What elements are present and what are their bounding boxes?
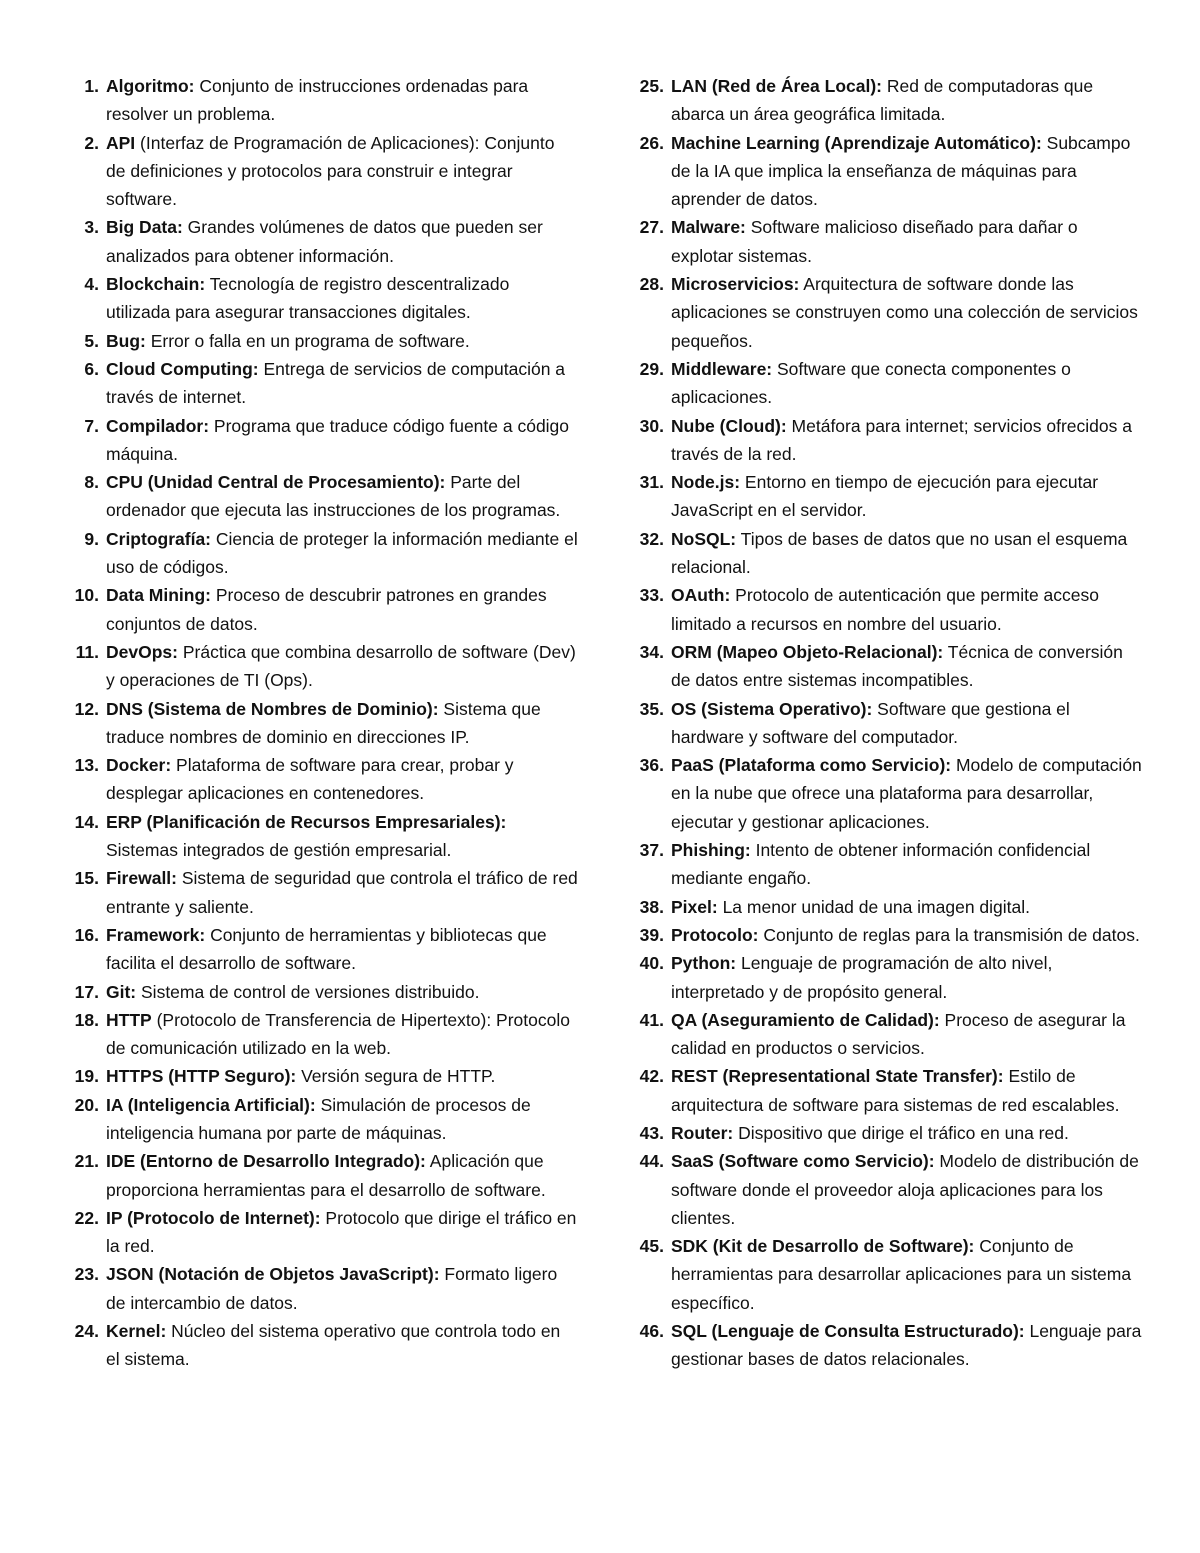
entry-term: HTTP (106, 1009, 152, 1030)
glossary-entry (66, 808, 578, 865)
entry-term: QA (Aseguramiento de Calidad): (671, 1009, 940, 1030)
glossary-entry (66, 525, 578, 582)
glossary-entry (66, 468, 578, 525)
entry-term: NoSQL: (671, 528, 737, 549)
entry-term: Data Mining: (106, 585, 211, 606)
entry-definition: Software que conecta componentes o aplicaciones. (671, 358, 1071, 408)
glossary-entry (632, 1232, 1142, 1317)
entry-number: 15. (74, 868, 99, 889)
entry-term: Middleware: (671, 358, 773, 379)
entry-number: 41. (639, 1009, 664, 1030)
entry-term: SDK (Kit de Desarrollo de Software): (671, 1236, 975, 1257)
entry-term: Bug: (106, 330, 146, 351)
entry-definition: Sistemas integrados de gestión empresarial. (106, 840, 452, 861)
glossary-entry (66, 1006, 578, 1063)
glossary-entry (632, 129, 1142, 214)
entry-term: Algoritmo: (106, 76, 195, 96)
entry-term: Pixel: (671, 896, 718, 917)
entry-number: 22. (74, 1207, 99, 1228)
entry-definition: Software malicioso diseñado para dañar o explotar sistemas. (671, 217, 1078, 266)
entry-number: 27. (639, 217, 664, 238)
entry-number: 33. (639, 585, 664, 606)
entry-number: 28. (639, 274, 664, 295)
entry-number: 9. (84, 528, 99, 549)
glossary-entry (632, 1006, 1142, 1063)
entry-definition: Programa que traduce código fuente a código máquina. (106, 415, 570, 464)
entry-definition: Ciencia de proteger la información mediante el uso de códigos. (106, 528, 578, 578)
entry-number: 31. (639, 472, 664, 493)
entry-term: OS (Sistema Operativo): (671, 698, 873, 719)
entry-definition: Lenguaje de programación de alto nivel, interpretado y de propósito general. (671, 953, 1053, 1002)
glossary-entry (66, 581, 578, 638)
glossary-entry (632, 581, 1142, 638)
entry-definition: Formato ligero de intercambio de datos. (106, 1264, 558, 1313)
entry-number: 3. (84, 217, 99, 238)
glossary-entry (632, 72, 1142, 129)
entry-term: Protocolo: (671, 924, 759, 945)
entry-number: 39. (639, 924, 664, 945)
entry-number: 1. (84, 76, 99, 96)
glossary-entry (632, 695, 1142, 752)
entry-definition: Proceso de asegurar la calidad en productos o servicios. (671, 1009, 1126, 1059)
entry-definition: Conjunto de herramientas para desarrollar aplicaciones para un sistema específico. (671, 1236, 1132, 1313)
entry-definition: Modelo de distribución de software donde el proveedor aloja aplicaciones para los clientes. (671, 1151, 1139, 1228)
entry-term: Compilador: (106, 415, 210, 436)
entry-definition: Estilo de arquitectura de software para sistemas de red escalables. (671, 1066, 1120, 1115)
entry-number: 8. (84, 472, 99, 493)
entry-definition: Software que gestiona el hardware y software del computador. (671, 698, 1070, 747)
entry-term: CPU (Unidad Central de Procesamiento): (106, 472, 446, 493)
glossary-entry (66, 1091, 578, 1148)
entry-number: 34. (639, 641, 664, 662)
entry-term: IDE (Entorno de Desarrollo Integrado): (106, 1151, 426, 1172)
entry-term: Malware: (671, 217, 746, 238)
entry-number: 40. (639, 953, 664, 974)
glossary-entry (632, 1119, 1142, 1147)
glossary-entry (66, 1147, 578, 1204)
entry-number: 13. (74, 755, 99, 776)
entry-term: SQL (Lenguaje de Consulta Estructurado): (671, 1321, 1025, 1342)
entry-term: Cloud Computing: (106, 358, 259, 379)
entry-definition: La menor unidad de una imagen digital. (717, 896, 1031, 917)
entry-number: 42. (639, 1066, 664, 1087)
entry-number: 21. (74, 1151, 99, 1172)
glossary-entry (66, 129, 578, 214)
glossary-entry (632, 468, 1142, 525)
entry-definition: Red de computadoras que abarca un área geográfica limitada. (671, 76, 1094, 125)
entry-definition: Plataforma de software para crear, probar y desplegar aplicaciones en contenedores. (106, 755, 514, 804)
entry-number: 32. (639, 528, 664, 549)
entry-definition: Sistema que traduce nombres de dominio en direcciones IP. (106, 698, 541, 747)
entry-term: IA (Inteligencia Artificial): (106, 1094, 316, 1115)
entry-number: 44. (639, 1151, 664, 1172)
entry-term: REST (Representational State Transfer): (671, 1066, 1004, 1087)
entry-term: Docker: (106, 755, 172, 776)
entry-definition: Conjunto de instrucciones ordenadas para resolver un problema. (106, 76, 529, 125)
entry-definition: Parte del ordenador que ejecuta las instrucciones de los programas. (106, 472, 561, 521)
glossary-entry (66, 270, 578, 327)
glossary-entry (66, 1204, 578, 1261)
glossary-entry (66, 978, 578, 1006)
entry-number: 7. (84, 415, 99, 436)
entry-number: 45. (639, 1236, 664, 1257)
entry-definition: Protocolo que dirige el tráfico en la red. (106, 1207, 577, 1257)
entry-definition: Simulación de procesos de inteligencia humana por parte de máquinas. (106, 1094, 531, 1143)
entry-term: IP (Protocolo de Internet): (106, 1207, 321, 1228)
entry-number: 12. (74, 698, 99, 719)
entry-number: 16. (74, 924, 99, 945)
entry-definition: Dispositivo que dirige el tráfico en una red. (733, 1122, 1069, 1143)
entry-term: ORM (Mapeo Objeto-Relacional): (671, 641, 944, 662)
entry-definition: Entrega de servicios de computación a través de internet. (106, 358, 566, 408)
glossary-entry (632, 1062, 1142, 1119)
entry-number: 37. (639, 840, 664, 861)
entry-term: Git: (106, 981, 137, 1002)
entry-term: PaaS (Plataforma como Servicio): (671, 755, 952, 776)
entry-definition: Proceso de descubrir patrones en grandes conjuntos de datos. (106, 585, 547, 634)
entry-number: 4. (84, 274, 99, 295)
glossary-entry (66, 638, 578, 695)
entry-number: 36. (639, 755, 664, 776)
entry-definition: Intento de obtener información confidencial mediante engaño. (671, 840, 1091, 889)
entry-number: 11. (75, 641, 99, 662)
entry-definition: Conjunto de reglas para la transmisión de datos. (758, 924, 1140, 945)
entry-term: Blockchain: (106, 274, 206, 295)
entry-term: Router: (671, 1122, 734, 1143)
glossary-entry (632, 1317, 1142, 1374)
entry-definition: Tecnología de registro descentralizado utilizada para asegurar transacciones digitales. (106, 274, 510, 323)
glossary-entry (632, 836, 1142, 893)
entry-definition: Error o falla en un programa de software. (145, 330, 470, 351)
glossary-entry (632, 355, 1142, 412)
entry-term: DevOps: (106, 641, 178, 662)
entry-term: JSON (Notación de Objetos JavaScript): (106, 1264, 440, 1285)
glossary-entry (66, 327, 578, 355)
entry-number: 6. (84, 358, 99, 379)
entry-definition: Técnica de conversión de datos entre sistemas incompatibles. (671, 641, 1123, 691)
entry-definition: Conjunto de herramientas y bibliotecas que facilita el desarrollo de software. (106, 924, 547, 974)
entry-number: 30. (639, 415, 664, 436)
glossary-entry (632, 1147, 1142, 1232)
glossary-entry (632, 213, 1142, 270)
glossary-entry (66, 921, 578, 978)
glossary-entry (66, 72, 578, 129)
entry-term: Framework: (106, 924, 206, 945)
glossary-entry (632, 893, 1142, 921)
entry-number: 35. (639, 698, 664, 719)
entry-term: OAuth: (671, 585, 731, 606)
glossary-entry (632, 921, 1142, 949)
entry-term: Python: (671, 953, 737, 974)
entry-term: HTTPS (HTTP Seguro): (106, 1066, 297, 1087)
entry-definition: Versión segura de HTTP. (296, 1066, 496, 1087)
glossary-entry (66, 751, 578, 808)
entry-number: 46. (639, 1321, 664, 1342)
glossary-entry (632, 412, 1142, 469)
glossary-column-left (66, 72, 578, 1374)
entry-definition: Modelo de computación en la nube que ofrece una plataforma para desarrollar, ejecutar y gestionar aplicaciones. (671, 755, 1142, 832)
entry-definition: Práctica que combina desarrollo de software (Dev) y operaciones de TI (Ops). (106, 641, 576, 691)
entry-term: Machine Learning (Aprendizaje Automático): (671, 132, 1042, 153)
entry-number: 10. (74, 585, 99, 606)
glossary-entry (632, 751, 1142, 836)
entry-number: 18. (74, 1009, 99, 1030)
entry-definition: (Protocolo de Transferencia de Hipertexto): Protocolo de comunicación utilizado en la web. (106, 1009, 570, 1059)
entry-definition: Núcleo del sistema operativo que controla todo en el sistema. (106, 1321, 561, 1370)
entry-number: 24. (74, 1321, 99, 1342)
entry-term: Microservicios: (671, 274, 800, 295)
glossary-entry (66, 695, 578, 752)
glossary-entry (66, 1062, 578, 1090)
entry-number: 26. (639, 132, 664, 153)
entry-number: 17. (74, 981, 99, 1002)
glossary-entry (632, 270, 1142, 355)
entry-number: 29. (639, 358, 664, 379)
entry-term: Big Data: (106, 217, 183, 238)
entry-term: Criptografía: (106, 528, 211, 549)
entry-number: 38. (639, 896, 664, 917)
glossary-entry (66, 213, 578, 270)
entry-term: SaaS (Software como Servicio): (671, 1151, 935, 1172)
entry-definition: Metáfora para internet; servicios ofrecidos a través de la red. (671, 415, 1132, 464)
entry-definition: Sistema de seguridad que controla el tráfico de red entrante y saliente. (106, 868, 578, 917)
entry-term: Firewall: (106, 868, 177, 889)
entry-definition: (Interfaz de Programación de Aplicaciones): Conjunto de definiciones y protocolos para construir e integrar software. (106, 132, 555, 210)
entry-term: API (106, 132, 136, 153)
entry-term: Node.js: (671, 472, 741, 493)
entry-number: 25. (639, 76, 664, 96)
entry-term: LAN (Red de Área Local): (671, 76, 882, 96)
entry-term: Phishing: (671, 840, 751, 861)
entry-number: 14. (74, 811, 99, 832)
entry-definition: Subcampo de la IA que implica la enseñanza de máquinas para aprender de datos. (671, 132, 1131, 210)
entry-definition: Arquitectura de software donde las aplicaciones se construyen como una colección de servicios pequeños. (671, 274, 1138, 351)
entry-definition: Grandes volúmenes de datos que pueden ser analizados para obtener información. (106, 217, 543, 266)
entry-definition: Tipos de bases de datos que no usan el esquema relacional. (671, 528, 1128, 578)
entry-definition: Aplicación que proporciona herramientas para el desarrollo de software. (106, 1151, 546, 1200)
entry-definition: Entorno en tiempo de ejecución para ejecutar JavaScript en el servidor. (671, 472, 1099, 521)
entry-number: 23. (74, 1264, 99, 1285)
entry-definition: Sistema de control de versiones distribuido. (136, 981, 480, 1002)
entry-term: Nube (Cloud): (671, 415, 787, 436)
entry-number: 43. (639, 1122, 664, 1143)
entry-definition: Protocolo de autenticación que permite acceso limitado a recursos en nombre del usuario. (671, 585, 1099, 634)
glossary-entry (66, 1260, 578, 1317)
glossary-entry (632, 525, 1142, 582)
glossary-entry (66, 1317, 578, 1374)
entry-number: 19. (74, 1066, 99, 1087)
entry-number: 20. (74, 1094, 99, 1115)
glossary-column-right (632, 72, 1142, 1374)
glossary-entry (66, 355, 578, 412)
entry-term: Kernel: (106, 1321, 167, 1342)
entry-definition: Lenguaje para gestionar bases de datos relacionales. (671, 1321, 1142, 1370)
entry-term: DNS (Sistema de Nombres de Dominio): (106, 698, 439, 719)
glossary-entry (632, 949, 1142, 1006)
entry-term: ERP (Planificación de Recursos Empresariales): (106, 811, 507, 832)
entry-number: 5. (84, 330, 99, 351)
glossary-entry (66, 412, 578, 469)
glossary-entry (66, 864, 578, 921)
entry-number: 2. (84, 132, 99, 153)
glossary-entry (632, 638, 1142, 695)
